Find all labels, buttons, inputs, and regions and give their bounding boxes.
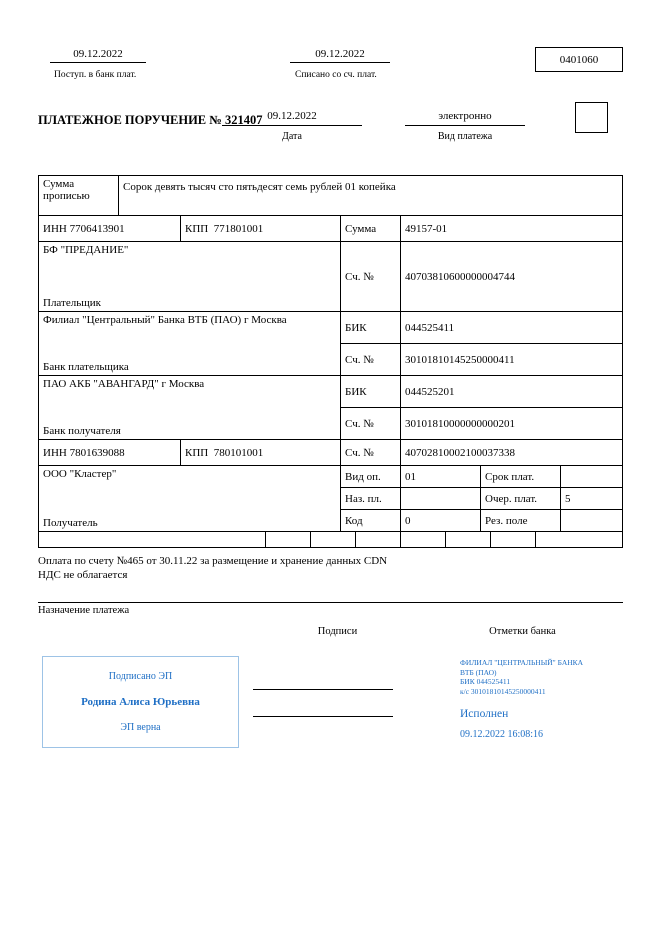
purpose-code-value <box>400 487 481 510</box>
debited-from-account-label: Списано со сч. плат. <box>295 70 377 80</box>
status-code-box <box>575 102 608 133</box>
payment-type-value: электронно <box>405 110 525 126</box>
tax-field-cell <box>535 531 623 548</box>
payee-bank-account-label: Сч. № <box>340 407 401 440</box>
payee-bank-bik-label: БИК <box>340 375 401 408</box>
debited-from-account-date: 09.12.2022 <box>290 48 390 63</box>
payee-kpp: КПП 780101001 <box>180 439 341 466</box>
stamp-valid-label: ЭП верна <box>120 722 161 733</box>
payment-type-label: Вид платежа <box>437 131 493 142</box>
tax-field-cell <box>38 531 266 548</box>
pay-term-label: Срок плат. <box>480 465 561 488</box>
document-date-label: Дата <box>282 131 302 142</box>
code-value: 0 <box>400 509 481 532</box>
payer-section-label: Плательщик <box>43 297 101 309</box>
amount-value: 49157-01 <box>400 215 623 242</box>
priority-label: Очер. плат. <box>480 487 561 510</box>
purpose-text-line2: НДС не облагается <box>38 569 128 581</box>
stamp-signer-name: Родина Алиса Юрьевна <box>81 696 200 708</box>
bank-mark-bank-name-line2: ВТБ (ПАО) <box>460 667 497 677</box>
amount-in-words-label: Сумма прописью <box>38 175 119 216</box>
op-type-label: Вид оп. <box>340 465 401 488</box>
priority-value: 5 <box>560 487 623 510</box>
bank-mark-datetime: 09.12.2022 16:08:16 <box>460 729 544 740</box>
reserve-field-label: Рез. поле <box>480 509 561 532</box>
bank-marks-block <box>460 658 630 740</box>
payer-account: 40703810600000004744 <box>400 241 623 312</box>
bank-mark-corr-account: к/с 30101810145250000411 <box>460 686 546 696</box>
payer-bank-bik: 044525411 <box>400 311 623 344</box>
tax-field-cell <box>400 531 446 548</box>
electronic-signature-stamp <box>42 656 239 748</box>
signatures-label: Подписи <box>317 626 358 637</box>
payee-bank-name: ПАО АКБ "АВАНГАРД" г Москва <box>43 378 205 390</box>
payer-bank-section-label: Банк плательщика <box>43 361 129 373</box>
amount-label: Сумма <box>340 215 401 242</box>
pay-term-value <box>560 465 623 488</box>
signature-line-1 <box>253 689 393 690</box>
payee-bank-bik: 044525201 <box>400 375 623 408</box>
code-label: Код <box>340 509 401 532</box>
payee-account-label: Сч. № <box>340 439 401 466</box>
bank-mark-status: Исполнен <box>460 708 509 720</box>
stamp-signed-label: Подписано ЭП <box>108 671 173 682</box>
tax-field-cell <box>445 531 491 548</box>
payer-account-label: Сч. № <box>340 241 401 312</box>
payer-bank-name: Филиал "Центральный" Банка ВТБ (ПАО) г Москва <box>43 314 287 326</box>
payer-inn: ИНН 7706413901 <box>38 215 181 242</box>
purpose-divider <box>38 602 623 603</box>
document-date: 09.12.2022 <box>222 110 362 126</box>
payee-section-label: Получатель <box>43 517 98 529</box>
amount-in-words-value: Сорок девять тысяч сто пятьдесят семь рублей 01 копейка <box>118 175 623 216</box>
tax-field-cell <box>310 531 356 548</box>
payer-kpp: КПП 771801001 <box>180 215 341 242</box>
payer-bank-account: 30101810145250000411 <box>400 343 623 376</box>
form-code-box: 0401060 <box>535 47 623 72</box>
tax-field-cell <box>355 531 401 548</box>
received-in-bank-label: Поступ. в банк плат. <box>54 70 137 80</box>
purpose-code-label: Наз. пл. <box>340 487 401 510</box>
bank-mark-bik: БИК 044525411 <box>460 677 511 686</box>
purpose-text-line1: Оплата по счету №465 от 30.11.22 за размещение и хранение данных CDN <box>38 555 388 567</box>
received-in-bank-date: 09.12.2022 <box>50 48 146 63</box>
payer-bank-account-label: Сч. № <box>340 343 401 376</box>
payer-bank-bik-label: БИК <box>340 311 401 344</box>
payee-bank-account: 30101810000000000201 <box>400 407 623 440</box>
purpose-section-label: Назначение платежа <box>38 605 130 616</box>
reserve-field-value <box>560 509 623 532</box>
tax-field-cell <box>265 531 311 548</box>
bank-marks-label: Отметки банка <box>489 626 556 637</box>
payee-account: 40702810002100037338 <box>400 439 623 466</box>
payer-name: БФ "ПРЕДАНИЕ" <box>43 244 129 256</box>
bank-mark-bank-name-line1: ФИЛИАЛ "ЦЕНТРАЛЬНЫЙ" БАНКА <box>460 658 584 667</box>
payee-bank-section-label: Банк получателя <box>43 425 121 437</box>
payee-name: ООО "Кластер" <box>43 468 117 480</box>
tax-field-cell <box>490 531 536 548</box>
document-title: ПЛАТЕЖНОЕ ПОРУЧЕНИЕ № 321407 <box>38 113 263 127</box>
signature-line-2 <box>253 716 393 717</box>
payee-inn: ИНН 7801639088 <box>38 439 181 466</box>
op-type-value: 01 <box>400 465 481 488</box>
